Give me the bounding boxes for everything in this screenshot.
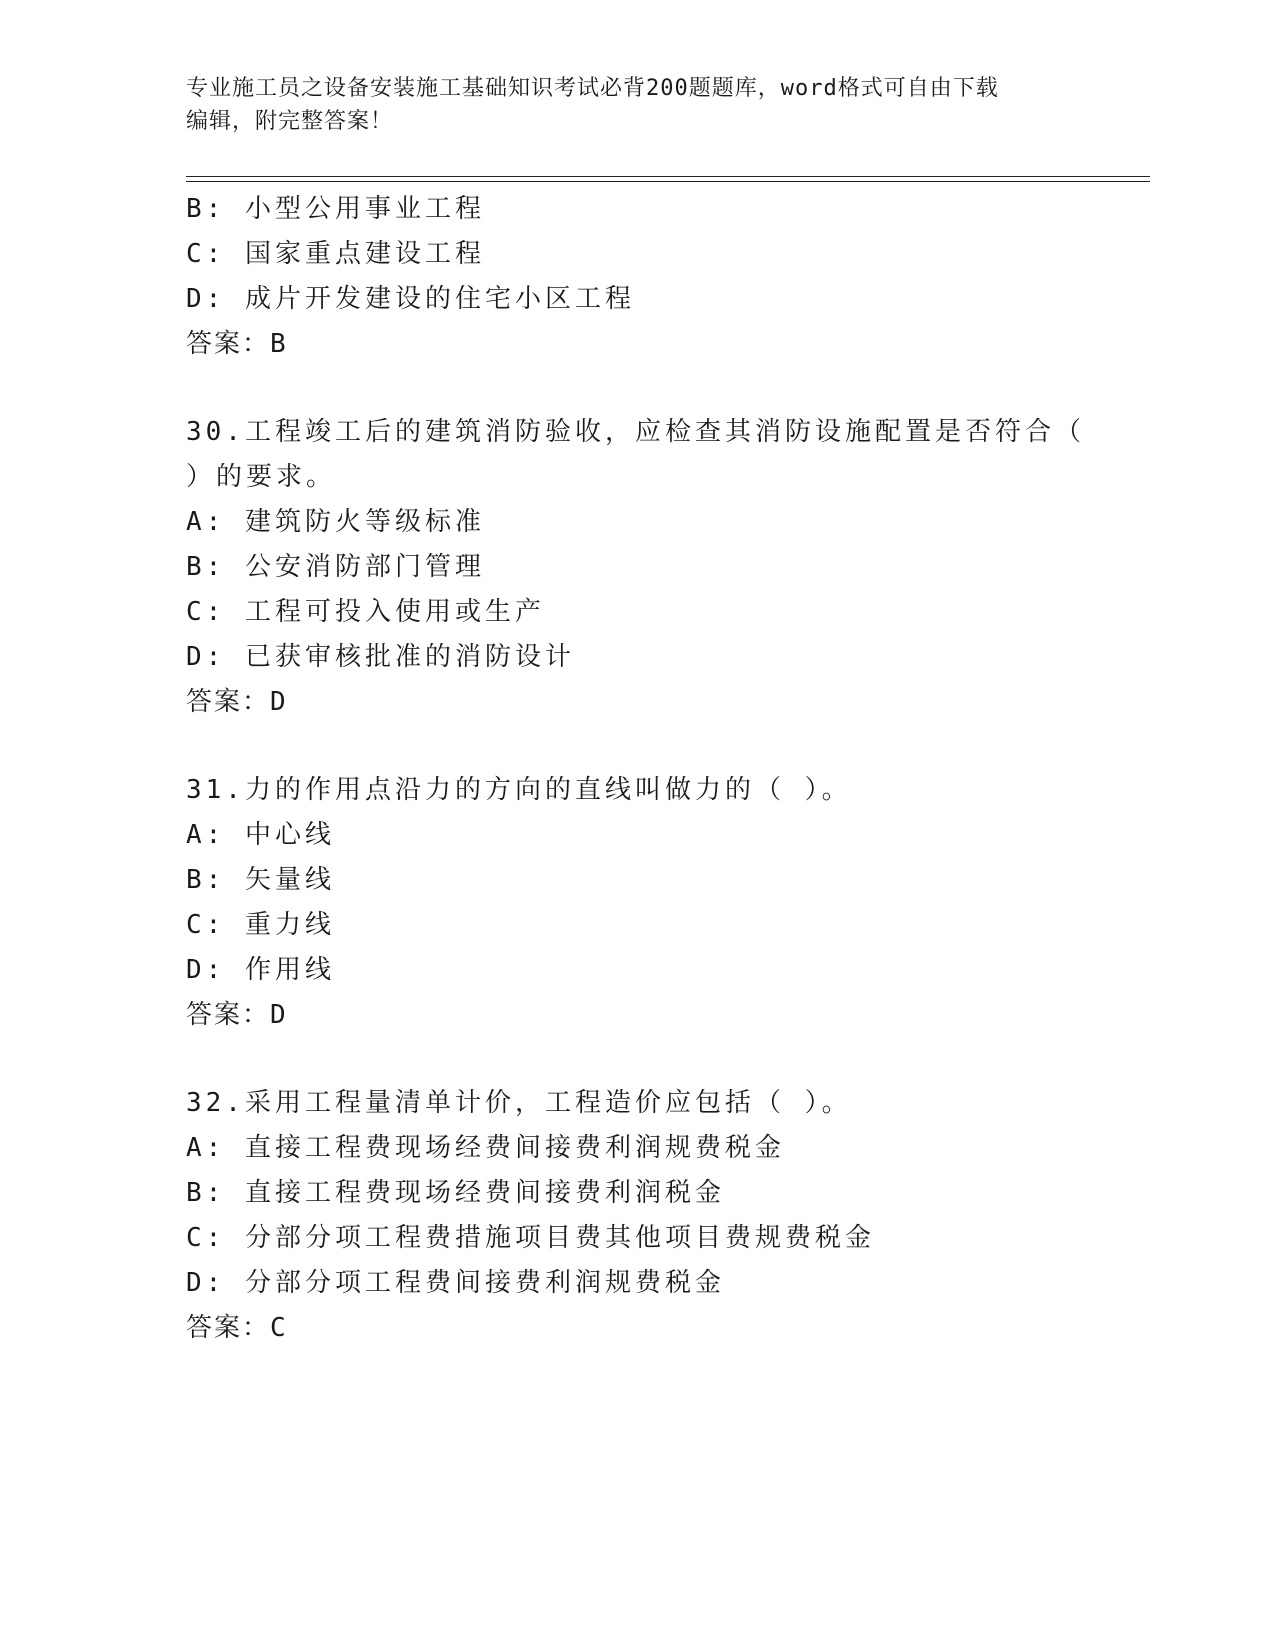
q31-option-c: C: 重力线 — [186, 910, 335, 940]
q31-question: 31.力的作用点沿力的方向的直线叫做力的（ ）。 — [186, 775, 852, 805]
q31-option-d: D: 作用线 — [186, 955, 335, 985]
header-title-line1: 专业施工员之设备安装施工基础知识考试必背200题题库，word格式可自由下载 — [186, 76, 999, 101]
prev-option-b: B: 小型公用事业工程 — [186, 194, 485, 224]
document-header — [186, 72, 1086, 138]
q30-option-d: D: 已获审核批准的消防设计 — [186, 642, 575, 672]
q30-option-b: B: 公安消防部门管理 — [186, 552, 485, 582]
q32-question: 32.采用工程量清单计价，工程造价应包括（ ）。 — [186, 1088, 852, 1118]
q30-option-a: A: 建筑防火等级标准 — [186, 507, 485, 537]
q31-answer: 答案：D — [186, 1000, 288, 1030]
header-divider-bottom — [186, 181, 1150, 182]
prev-option-d: D: 成片开发建设的住宅小区工程 — [186, 284, 635, 314]
q30-option-c: C: 工程可投入使用或生产 — [186, 597, 545, 627]
q31-option-a: A: 中心线 — [186, 820, 335, 850]
q30-question-line2: ）的要求。 — [186, 462, 337, 492]
q30-question-line1: 30.工程竣工后的建筑消防验收，应检查其消防设施配置是否符合（ — [186, 417, 1085, 447]
prev-option-c: C: 国家重点建设工程 — [186, 239, 485, 269]
q30-answer: 答案：D — [186, 687, 288, 717]
q32-option-c: C: 分部分项工程费措施项目费其他项目费规费税金 — [186, 1223, 875, 1253]
header-title-line2: 编辑，附完整答案！ — [186, 109, 394, 134]
q32-option-a: A: 直接工程费现场经费间接费利润规费税金 — [186, 1133, 785, 1163]
q32-option-b: B: 直接工程费现场经费间接费利润税金 — [186, 1178, 725, 1208]
q31-option-b: B: 矢量线 — [186, 865, 335, 895]
prev-answer: 答案：B — [186, 329, 288, 359]
q32-answer: 答案：C — [186, 1313, 288, 1343]
header-divider-top — [186, 176, 1150, 177]
q32-option-d: D: 分部分项工程费间接费利润规费税金 — [186, 1268, 725, 1298]
